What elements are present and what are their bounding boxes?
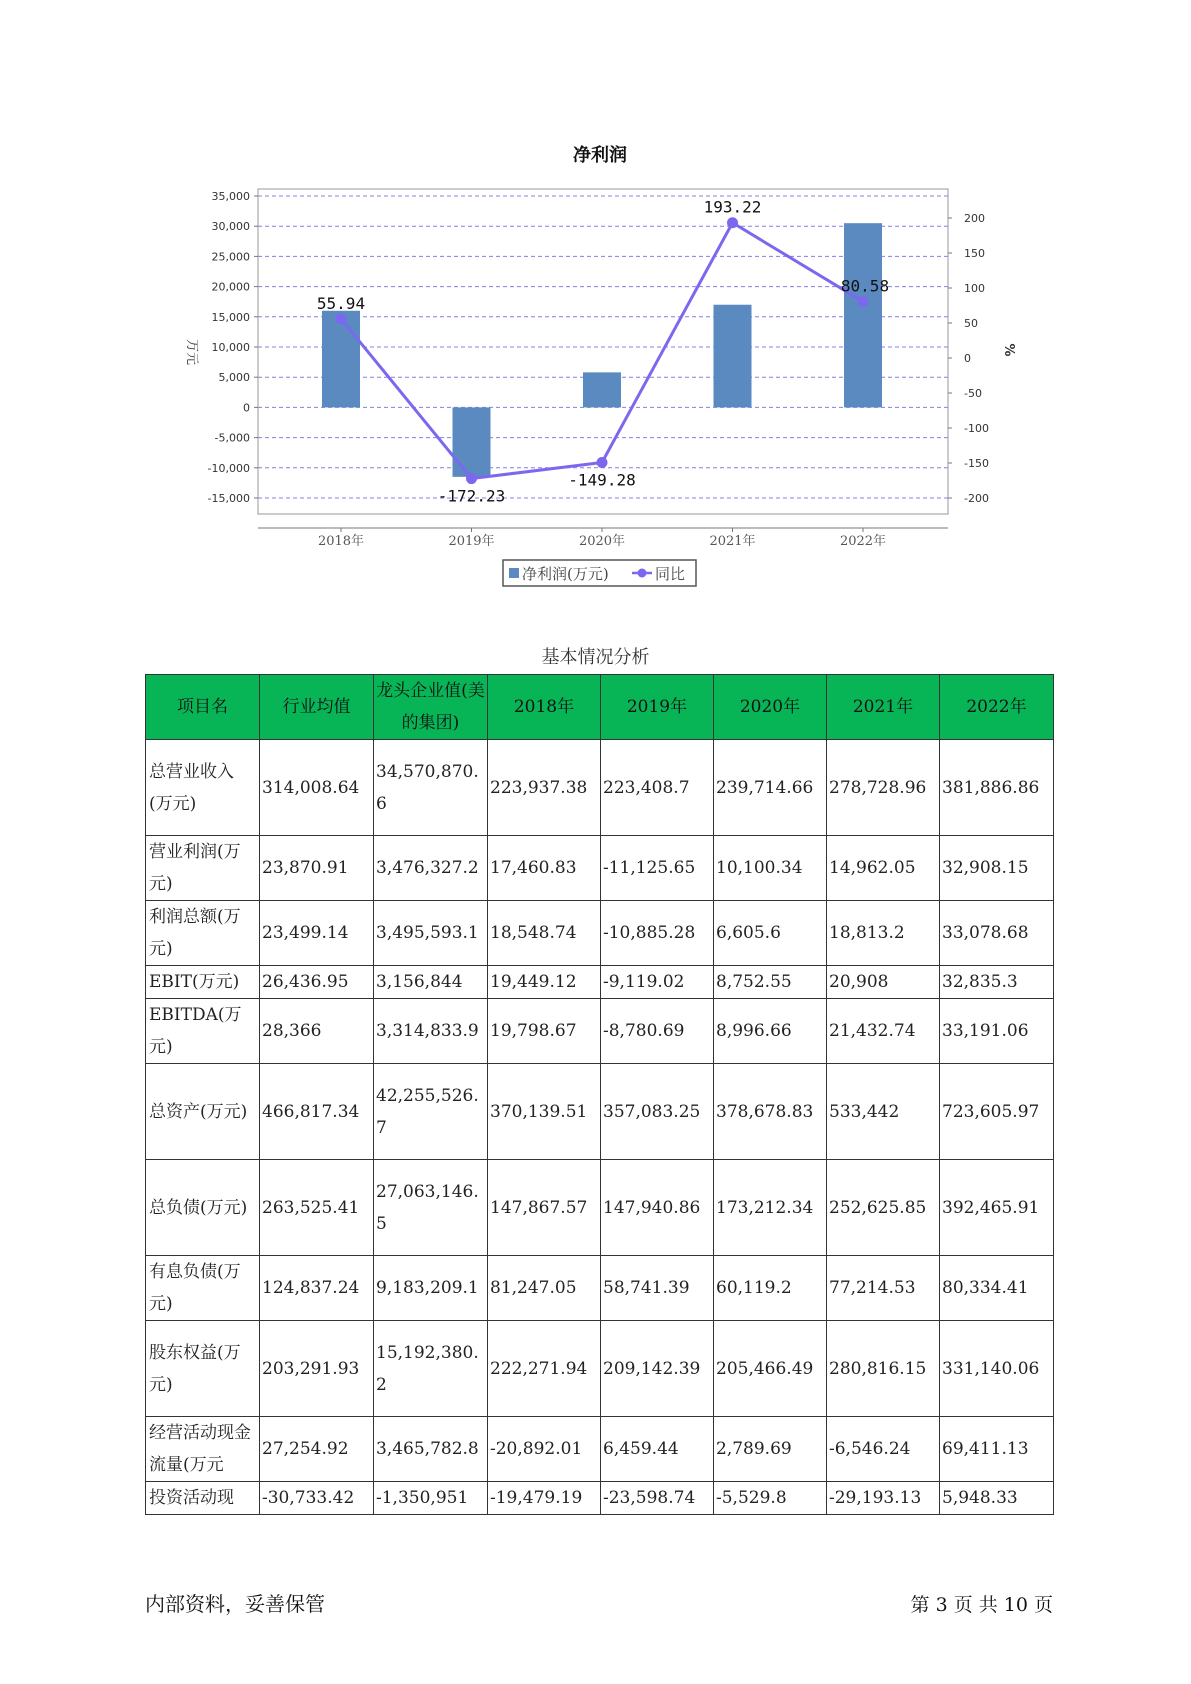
value-cell: 77,214.53 [827,1256,940,1321]
value-cell: 23,499.14 [260,901,374,966]
value-cell: 33,191.06 [940,999,1054,1064]
value-cell: 5,948.33 [940,1482,1054,1515]
column-header: 龙头企业值(美的集团) [374,675,488,740]
value-cell: 28,366 [260,999,374,1064]
analysis-table [145,674,1054,1515]
value-cell: -20,892.01 [488,1417,601,1482]
table-row [146,836,1054,901]
value-cell: 34,570,870.6 [374,740,488,836]
y-tick-label: 20,000 [211,280,250,294]
value-cell: 173,212.34 [714,1160,827,1256]
value-cell: 3,476,327.2 [374,836,488,901]
value-cell: 147,940.86 [601,1160,714,1256]
x-tick-label: 2019年 [448,534,495,549]
value-cell: 124,837.24 [260,1256,374,1321]
table-row [146,740,1054,836]
bar-2020年 [583,372,621,407]
footer-confidential: 内部资料，妥善保管 [145,1592,325,1616]
y2-tick-label: 150 [964,247,985,260]
row-name-cell: 有息负债(万元) [146,1256,260,1321]
value-cell: 263,525.41 [260,1160,374,1256]
table-row [146,1417,1054,1482]
table-row [146,966,1054,999]
table-header-row [146,675,1054,740]
value-cell: 466,817.34 [260,1064,374,1160]
value-cell: 42,255,526.7 [374,1064,488,1160]
yoy-point [727,217,738,228]
yoy-label: -172.23 [437,486,506,506]
value-cell: 69,411.13 [940,1417,1054,1482]
row-name-cell: 投资活动现 [146,1482,260,1515]
yoy-label: 80.58 [840,276,890,296]
value-cell: 23,870.91 [260,836,374,901]
y2-tick-label: -150 [964,457,989,470]
value-cell: -9,119.02 [601,966,714,999]
value-cell: 8,996.66 [714,999,827,1064]
value-cell: 6,459.44 [601,1417,714,1482]
value-cell: -30,733.42 [260,1482,374,1515]
legend-bar-swatch [509,568,519,578]
value-cell: 3,465,782.8 [374,1417,488,1482]
yoy-point [858,296,869,307]
y-tick-label: -5,000 [214,431,250,445]
table-caption: 基本情况分析 [541,647,650,668]
legend-line-label: 同比 [655,565,686,583]
y-tick-label: -10,000 [207,461,250,475]
value-cell: 18,548.74 [488,901,601,966]
value-cell: -29,193.13 [827,1482,940,1515]
x-tick-label: 2018年 [317,534,365,549]
y-tick-label: 10,000 [211,341,250,354]
value-cell: -10,885.28 [601,901,714,966]
value-cell: 239,714.66 [714,740,827,836]
value-cell: 223,408.7 [601,740,714,836]
row-name-cell: 股东权益(万元) [146,1321,260,1417]
bar-2022年 [844,223,882,407]
value-cell: 331,140.06 [940,1321,1054,1417]
value-cell: -8,780.69 [601,999,714,1064]
y2-tick-label: 50 [964,317,978,330]
value-cell: 14,962.05 [827,836,940,901]
value-cell: 533,442 [827,1064,940,1160]
y-axis-label: 万元 [184,338,199,366]
chart-svg [0,0,1191,600]
y-tick-label: 5,000 [218,371,250,385]
column-header: 2021年 [827,675,940,740]
y-tick-label: -15,000 [207,492,250,505]
x-tick-label: 2022年 [839,534,887,549]
yoy-label: 55.94 [316,293,366,313]
x-tick-label: 2020年 [578,534,626,549]
value-cell: 3,495,593.1 [374,901,488,966]
y2-tick-label: -100 [964,422,989,435]
y-tick-label: 15,000 [211,310,250,324]
yoy-line [341,223,863,479]
value-cell: 21,432.74 [827,999,940,1064]
y2-tick-label: 0 [964,352,971,365]
value-cell: 222,271.94 [488,1321,601,1417]
value-cell: 26,436.95 [260,966,374,999]
column-header: 行业均值 [260,675,374,740]
row-name-cell: 营业利润(万元) [146,836,260,901]
value-cell: 278,728.96 [827,740,940,836]
value-cell: 60,119.2 [714,1256,827,1321]
row-name-cell: 总营业收入(万元) [146,740,260,836]
column-header: 2022年 [940,675,1054,740]
y-tick-label: 35,000 [211,190,250,203]
value-cell: 33,078.68 [940,901,1054,966]
value-cell: 81,247.05 [488,1256,601,1321]
table-row [146,1064,1054,1160]
value-cell: 58,741.39 [601,1256,714,1321]
bar-2019年 [453,407,491,476]
value-cell: 209,142.39 [601,1321,714,1417]
chart-title: 净利润 [573,145,627,166]
y-tick-label: 25,000 [211,250,250,264]
value-cell: 18,813.2 [827,901,940,966]
table-row [146,1160,1054,1256]
value-cell: 9,183,209.1 [374,1256,488,1321]
table-row [146,999,1054,1064]
row-name-cell: EBITDA(万元) [146,999,260,1064]
value-cell: -19,479.19 [488,1482,601,1515]
y-tick-label: 30,000 [211,220,250,234]
value-cell: -11,125.65 [601,836,714,901]
table-row [146,901,1054,966]
column-header: 项目名 [146,675,260,740]
row-name-cell: 利润总额(万元) [146,901,260,966]
value-cell: 314,008.64 [260,740,374,836]
bar-2021年 [714,305,752,408]
yoy-point [597,457,608,468]
y2-tick-label: -50 [964,387,982,400]
yoy-point [466,473,477,484]
value-cell: 378,678.83 [714,1064,827,1160]
footer-page-number: 第 3 页 共 10 页 [910,1594,1053,1616]
value-cell: 32,835.3 [940,966,1054,999]
row-name-cell: 总资产(万元) [146,1064,260,1160]
row-name-cell: 经营活动现金流量(万元 [146,1417,260,1482]
value-cell: 10,100.34 [714,836,827,901]
yoy-point [336,313,347,324]
bar-2018年 [322,311,360,408]
column-header: 2020年 [714,675,827,740]
column-header: 2018年 [488,675,601,740]
value-cell: 32,908.15 [940,836,1054,901]
table-row [146,1256,1054,1321]
value-cell: 8,752.55 [714,966,827,999]
value-cell: 205,466.49 [714,1321,827,1417]
y-tick-label: 0 [243,401,250,415]
value-cell: 223,937.38 [488,740,601,836]
value-cell: 17,460.83 [488,836,601,901]
value-cell: 723,605.97 [940,1064,1054,1160]
yoy-label: 193.22 [703,197,762,217]
y2-tick-label: -200 [964,492,989,505]
chart-legend [503,560,696,586]
row-name-cell: 总负债(万元) [146,1160,260,1256]
yoy-label: -149.28 [568,470,636,490]
value-cell: 3,156,844 [374,966,488,999]
value-cell: 203,291.93 [260,1321,374,1417]
value-cell: 6,605.6 [714,901,827,966]
value-cell: -6,546.24 [827,1417,940,1482]
value-cell: 15,192,380.2 [374,1321,488,1417]
value-cell: 80,334.41 [940,1256,1054,1321]
value-cell: 147,867.57 [488,1160,601,1256]
column-header: 2019年 [601,675,714,740]
value-cell: 19,449.12 [488,966,601,999]
value-cell: 381,886.86 [940,740,1054,836]
value-cell: 27,063,146.5 [374,1160,488,1256]
value-cell: 20,908 [827,966,940,999]
row-name-cell: EBIT(万元) [146,966,260,999]
value-cell: 392,465.91 [940,1160,1054,1256]
y2-tick-label: 100 [964,282,985,295]
y2-tick-label: 200 [964,212,985,225]
legend-bar-label: 净利润(万元) [522,565,609,583]
value-cell: 19,798.67 [488,999,601,1064]
y2-axis-label: % [1001,343,1016,357]
value-cell: -1,350,951 [374,1482,488,1515]
value-cell: 2,789.69 [714,1417,827,1482]
net-profit-chart [0,0,1191,600]
value-cell: 3,314,833.9 [374,999,488,1064]
table-row [146,1321,1054,1417]
value-cell: 252,625.85 [827,1160,940,1256]
value-cell: 27,254.92 [260,1417,374,1482]
value-cell: -5,529.8 [714,1482,827,1515]
value-cell: 280,816.15 [827,1321,940,1417]
value-cell: 357,083.25 [601,1064,714,1160]
value-cell: -23,598.74 [601,1482,714,1515]
value-cell: 370,139.51 [488,1064,601,1160]
legend-line-marker [638,569,647,578]
table-row [146,1482,1054,1515]
x-tick-label: 2021年 [709,534,756,549]
